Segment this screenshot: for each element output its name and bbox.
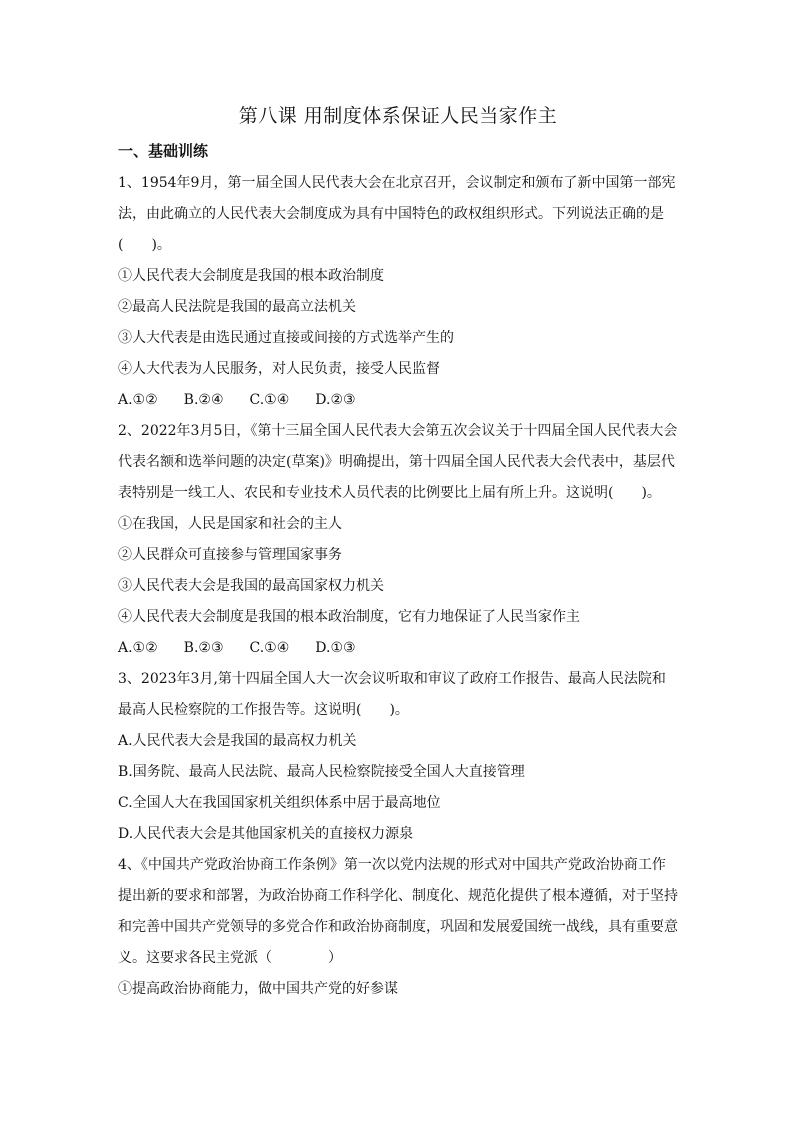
question-3-choice-d: D.人民代表大会是其他国家机关的直接权力源泉 [118, 826, 414, 842]
question-2-statement-1: ①在我国，人民是国家和社会的主人 [118, 516, 342, 532]
question-3-choice-c: C.全国人大在我国国家机关组织体系中居于最高地位 [118, 795, 441, 811]
question-1-choice-b: B.②④ [183, 392, 224, 408]
question-1-stem: 1、1954年9月，第一届全国人民代表大会在北京召开，会议制定和颁布了新中国第一部宪法，由此确立的人民代表大会制度成为具有中国特色的政权组织形式。下列说法正确的是( )。 [118, 175, 676, 253]
question-1-statement-4: ④人大代表为人民服务，对人民负责，接受人民监督 [118, 361, 440, 377]
question-2-choice-c: C.①④ [249, 640, 290, 656]
question-2-statement-4: ④人民代表大会制度是我国的根本政治制度，它有力地保证了人民当家作主 [118, 609, 580, 625]
question-3-choice-a: A.人民代表大会是我国的最高权力机关 [118, 733, 357, 749]
section-heading-basic-training: 一、基础训练 [118, 142, 209, 160]
question-1-statement-2: ②最高人民法院是我国的最高立法机关 [118, 299, 356, 315]
question-4 [118, 850, 678, 1005]
question-2-choice-b: B.②③ [183, 640, 224, 656]
question-1 [118, 168, 678, 416]
question-1-choice-c: C.①④ [249, 392, 290, 408]
question-3 [118, 664, 678, 850]
question-4-statement-1: ①提高政治协商能力，做中国共产党的好参谋 [118, 981, 398, 997]
question-2 [118, 416, 678, 664]
question-4-stem: 4、《中国共产党政治协商工作条例》第一次以党内法规的形式对中国共产党政治协商工作提出新的要求和部署，为政治协商工作科学化、制度化、规范化提供了根本遵循，对于坚持和完善中国共产党领导的多党合作和政治协商制度，巩固和发展爱国统一战线，具有重要意义。这要求各民主党派（ ） [118, 857, 678, 966]
question-3-choice-b: B.国务院、最高人民法院、最高人民检察院接受全国人大直接管理 [118, 764, 525, 780]
question-3-stem: 3、2023年3月,第十四届全国人大一次会议听取和审议了政府工作报告、最高人民法院和最高人民检察院的工作报告等。这说明( )。 [118, 671, 666, 718]
question-2-stem: 2、2022年3月5日，《第十三届全国人民代表大会第五次会议关于十四届全国人民代表大会代表名额和选举问题的决定(草案)》明确提出，第十四届全国人民代表大会代表中，基层代表特别是一线工人、农民和专业技术人员代表的比例要比上届有所上升。这说明( )。 [118, 423, 678, 501]
question-1-choice-d: D.②③ [315, 392, 356, 408]
question-2-choice-d: D.①③ [315, 640, 356, 656]
page-title: 第八课 用制度体系保证人民当家作主 [238, 105, 558, 127]
question-1-statement-3: ③人大代表是由选民通过直接或间接的方式选举产生的 [118, 330, 454, 346]
question-2-statement-2: ②人民群众可直接参与管理国家事务 [118, 547, 342, 563]
question-2-statement-3: ③人民代表大会是我国的最高国家权力机关 [118, 578, 384, 594]
question-1-choices [118, 385, 678, 416]
question-2-choice-a: A.①② [118, 640, 158, 656]
question-1-choice-a: A.①② [118, 392, 158, 408]
question-1-statement-1: ①人民代表大会制度是我国的根本政治制度 [118, 268, 384, 284]
document-page [118, 100, 678, 1005]
question-2-choices [118, 633, 678, 664]
